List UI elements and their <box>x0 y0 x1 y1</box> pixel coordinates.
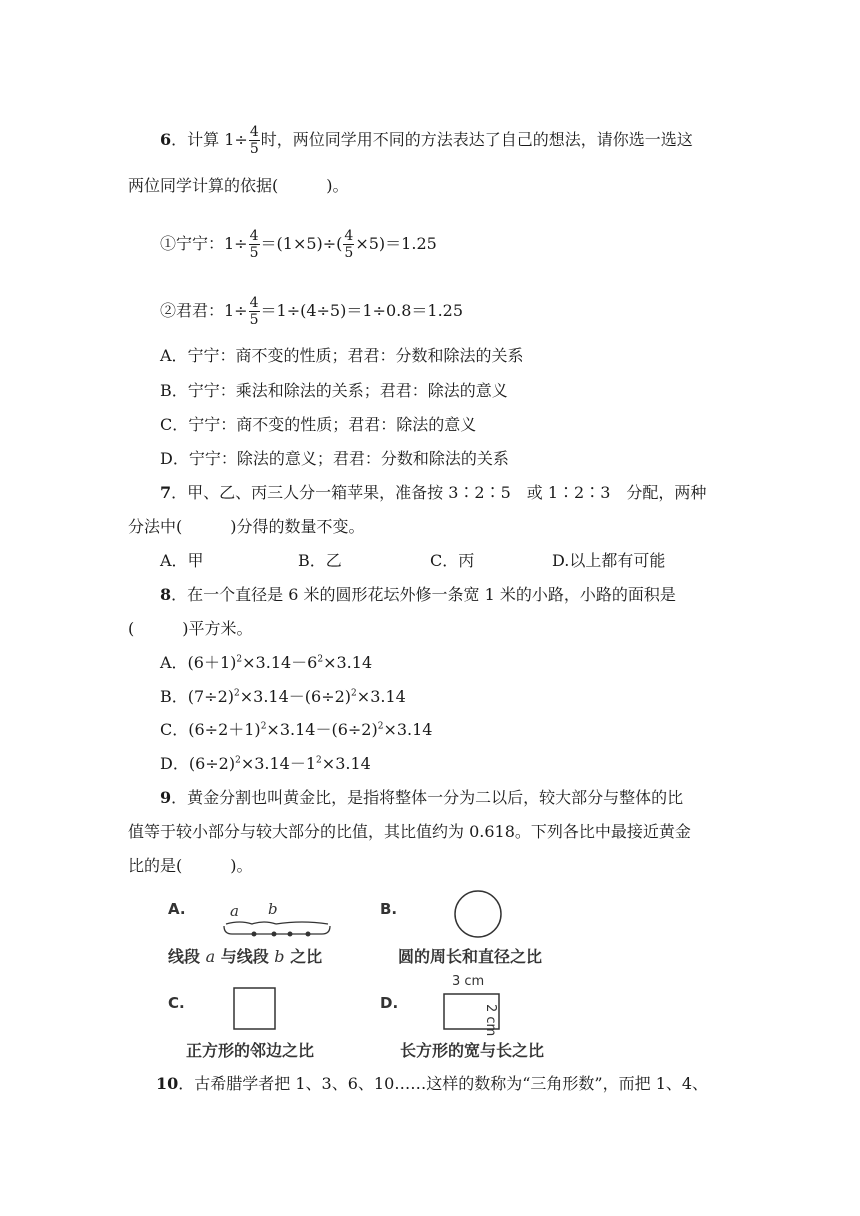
q6-option-b: B．宁宁：乘法和除法的关系；君君：除法的意义 <box>160 381 508 400</box>
rect-width-label: 3 cm <box>452 974 485 989</box>
q8a-part3: ×3.14 <box>323 653 373 672</box>
q6-line1-post: 时，两位同学用不同的方法表达了自己的想法，请你选一选这 <box>260 130 693 149</box>
q9-line3: 比的是( )。 <box>128 856 253 875</box>
exponent: 2 <box>317 654 324 665</box>
q9-line1 <box>160 788 683 808</box>
q6-option-c: C．宁宁：商不变的性质；君君：除法的意义 <box>160 415 477 434</box>
m1-pre: ①宁宁：1÷ <box>160 234 248 253</box>
q8d-part1: D．(6÷2) <box>160 754 236 773</box>
q7-number: 7 <box>160 483 172 502</box>
fig-label-d: D. <box>380 994 399 1012</box>
fraction-denominator: 5 <box>249 312 259 328</box>
q6-line2: 两位同学计算的依据( )。 <box>128 176 349 195</box>
exponent: 2 <box>351 688 357 699</box>
rect-height-label <box>483 1004 498 1036</box>
q8-number: 8 <box>160 585 172 604</box>
seg-b-label: b <box>268 900 278 918</box>
q8a-part2: ×3.14－6 <box>242 653 318 672</box>
q8-line1-text: ．在一个直径是 6 米的圆形花坛外修一条宽 1 米的小路，小路的面积是 <box>171 585 676 604</box>
q8a-part1: A．(6＋1) <box>160 653 237 672</box>
m2-pre: ②君君：1÷ <box>160 301 248 320</box>
cap-a-part3: 之比 <box>284 947 323 966</box>
q6-number: 6 <box>160 130 172 149</box>
fig-label-a: A. <box>168 900 186 918</box>
cap-a-part2: 与线段 <box>215 947 275 966</box>
q9-line2: 值等于较小部分与较大部分的比值，其比值约为 0.618。下列各比中最接近黄金 <box>128 822 691 841</box>
q8d-part2: ×3.14－1 <box>240 754 317 773</box>
q10-number: 10 <box>156 1074 179 1093</box>
q7-option-a: A．甲 <box>160 551 204 570</box>
fraction-numerator: 4 <box>249 295 259 311</box>
q8-option-c <box>160 720 432 740</box>
q8d-part3: ×3.14 <box>321 754 371 773</box>
q9-line1-text: ．黄金分割也叫黄金比，是指将整体一分为二以后，较大部分与整体的比 <box>171 788 684 807</box>
q8b-part2: ×3.14－(6÷2) <box>239 687 352 706</box>
q8b-part1: B．(7÷2) <box>160 687 235 706</box>
q6-method-junjun <box>160 295 463 328</box>
q7-option-c: C．丙 <box>430 551 475 570</box>
q8-option-a <box>160 653 372 673</box>
m2-post: ＝1÷(4÷5)＝1÷0.8＝1.25 <box>260 301 464 320</box>
q8-option-d <box>160 754 371 774</box>
m1-fraction-1 <box>249 228 260 261</box>
exponent: 2 <box>236 654 243 665</box>
cap-a-part1: 线段 <box>168 947 206 966</box>
q7-line1-text: ．甲、乙、丙三人分一箱苹果，准备按 3∶2∶5 或 1∶2∶3 分配，两种 <box>171 483 707 502</box>
q6-line1-pre: ．计算 1÷ <box>171 130 248 149</box>
q8-option-b <box>160 687 406 707</box>
q8-line1 <box>160 585 676 605</box>
m1-mid: ＝(1×5)÷( <box>260 234 343 253</box>
fig-caption-b: 圆的周长和直径之比 <box>398 947 543 966</box>
q8-line2: ( )平方米。 <box>128 619 253 638</box>
m1-post: ×5)＝1.25 <box>355 234 437 253</box>
q9-number: 9 <box>160 788 172 807</box>
fig-caption-c: 正方形的邻边之比 <box>186 1041 315 1060</box>
exponent: 2 <box>316 755 322 766</box>
square-diagram <box>232 986 278 1032</box>
q7-option-d: D.以上都有可能 <box>552 551 666 570</box>
seg-a-label: a <box>230 902 239 920</box>
fig-label-c: C. <box>168 994 185 1012</box>
fraction-denominator: 5 <box>249 141 259 157</box>
exponent: 2 <box>234 688 240 699</box>
q8b-part3: ×3.14 <box>356 687 406 706</box>
q6-option-d: D．宁宁：除法的意义；君君：分数和除法的关系 <box>160 449 509 468</box>
q10-line1-text: ．古希腊学者把 1、3、6、10……这样的数称为“三角形数”，而把 1、4、 <box>178 1074 709 1093</box>
fig-caption-d: 长方形的宽与长之比 <box>400 1041 545 1060</box>
q7-line2: 分法中( )分得的数量不变。 <box>128 517 365 536</box>
q6-line1 <box>160 124 693 157</box>
q8c-part3: ×3.14 <box>383 720 433 739</box>
m1-fraction-2 <box>343 228 354 261</box>
q10-line1 <box>156 1074 708 1094</box>
cap-a-var-b: b <box>274 947 285 966</box>
q8c-part2: ×3.14－(6÷2) <box>266 720 378 739</box>
q7-option-b: B．乙 <box>298 551 342 570</box>
fraction-numerator: 4 <box>249 228 259 244</box>
m2-fraction <box>249 295 260 328</box>
cap-a-var-a: a <box>205 947 216 966</box>
circle-diagram <box>452 888 504 940</box>
q7-line1 <box>160 483 706 503</box>
q8c-part1: C．(6÷2＋1) <box>160 720 261 739</box>
fig-caption-a <box>168 944 322 967</box>
exponent: 2 <box>377 721 384 732</box>
fig-label-b: B. <box>380 900 398 918</box>
q6-option-a: A．宁宁：商不变的性质；君君：分数和除法的关系 <box>160 346 524 365</box>
fraction-denominator: 5 <box>344 245 354 261</box>
rect-height-text: 2 cm <box>483 1004 498 1037</box>
fraction-numerator: 4 <box>344 228 354 244</box>
q6-method-ningning <box>160 228 437 261</box>
fraction-numerator: 4 <box>249 124 259 140</box>
fraction-denominator: 5 <box>249 245 259 261</box>
exponent: 2 <box>260 721 267 732</box>
q6-fraction <box>249 124 260 157</box>
exponent: 2 <box>235 755 241 766</box>
